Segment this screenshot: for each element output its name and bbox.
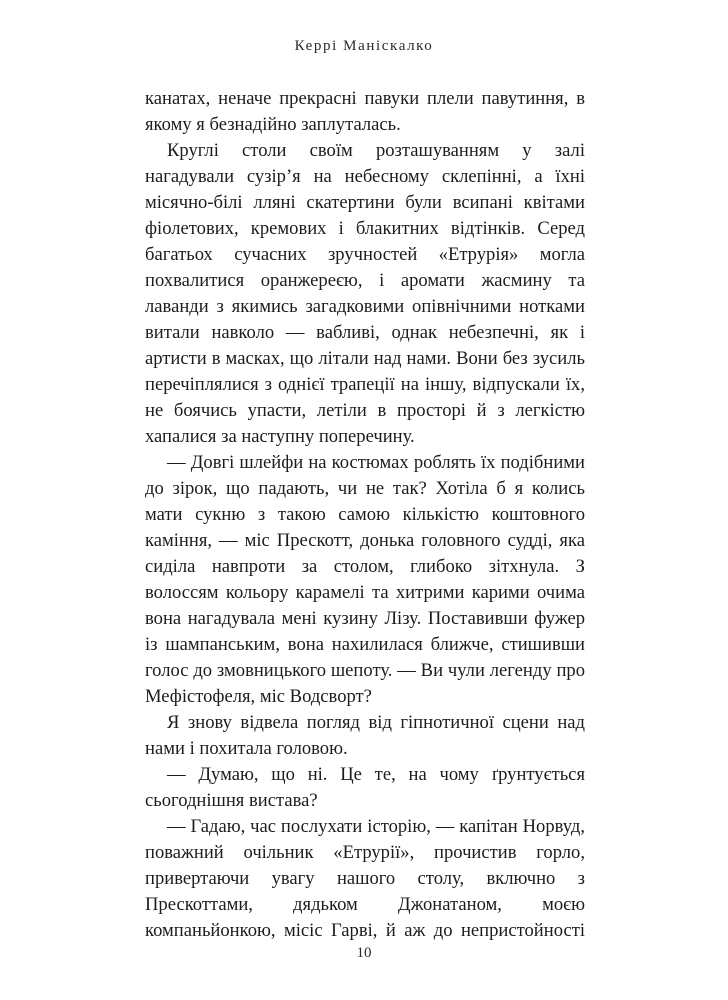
running-header-author: Керрі Маніскалко (294, 38, 434, 54)
page-number: 10 (356, 945, 372, 961)
paragraph: Я знову відвела погляд від гіпнотичної сцени над нами і похитала головою. (145, 712, 585, 759)
paragraph: — Гадаю, час послухати історію, — капітан Норвуд, поважний очільник «Етрурії», прочистив горло, привертаючи увагу нашого столу, включно з Прескоттами, дядьком Джонатаном, моєю компаньйонкою, місіс Гарві, й аж до непристойності (145, 816, 585, 941)
body-text (145, 86, 585, 944)
paragraph: Круглі столи своїм розташуванням у залі нагадували сузір’я на небесному склепінні, а їхні місячно-білі лляні скатертини були всипані квітами фіолетових, кремових і блакитних відтінків. Серед багатьох сучасних зручностей «Етрурія» могла похвалитися оранжереєю, і аромати жасмину та лаванди з якимись загадковими опівнічними нотками витали навколо — вабливі, однак небезпечні, як і артисти в масках, що літали над нами. Вони без зусиль перечіплялися з однієї трапеції на іншу, відпускали їх, не боячись упасти, летіли в просторі й з легкістю хапалися за наступну поперечину. (145, 140, 585, 447)
paragraph: — Думаю, що ні. Це те, на чому ґрунтується сьогоднішня вистава? (145, 764, 585, 811)
paragraph: — Довгі шлейфи на костюмах роблять їх подібними до зірок, що падають, чи не так? Хотіла б я колись мати сукню з такою самою кількістю коштовного каміння, — міс Прескотт, донька головного судді, яка сиділа навпроти за столом, глибоко зітхнула. З волоссям кольору карамелі та хитрими карими очима вона нагадувала мені кузину Лізу. Поставивши фужер із шампанським, вона нахилилася ближче, стишивши голос до змовницького шепоту. — Ви чули легенду про Мефістофеля, міс Водсворт? (145, 452, 585, 707)
paragraph: канатах, неначе прекрасні павуки плели павутиння, в якому я безнадійно заплуталась. (145, 88, 585, 135)
